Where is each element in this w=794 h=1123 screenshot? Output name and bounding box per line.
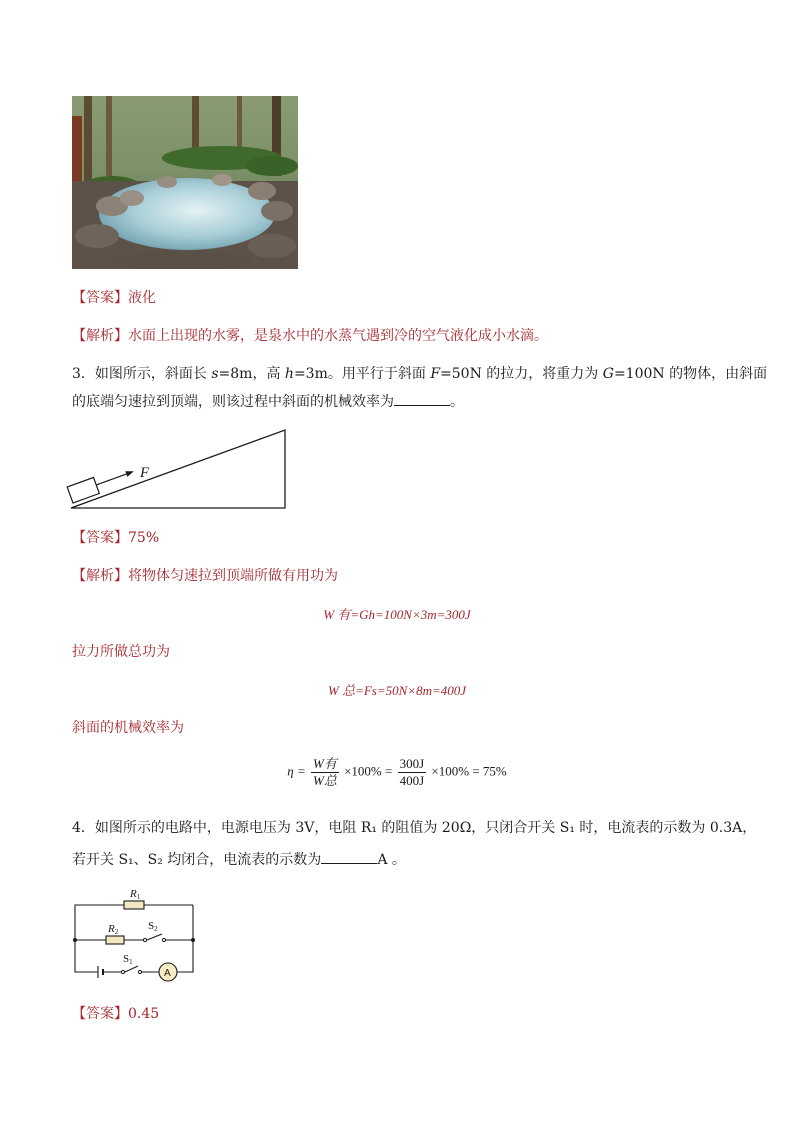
q3-text-a: 3．如图所示，斜面长 — [72, 366, 212, 382]
junction-left — [73, 938, 77, 942]
var-G: G — [602, 366, 614, 382]
label-r1: R1 — [130, 888, 141, 901]
var-h: h — [284, 366, 294, 382]
eq3-end: ×100% = 75% — [431, 763, 507, 779]
q4-text-line1: 4．如图所示的电路中，电源电压为 3V，电阻 R₁ 的阻值为 20Ω，只闭合开关 S₁ 时，电流表的示数为 0.3A， — [72, 820, 757, 836]
hot-spring-image — [72, 96, 298, 269]
label-s2: S2 — [148, 920, 158, 933]
q3-text-total-work — [72, 642, 170, 662]
q4-answer-line — [72, 1004, 159, 1024]
force-label: F — [140, 465, 150, 481]
q4-line2-end: A 。 — [377, 852, 406, 868]
ammeter-label: A — [164, 968, 171, 979]
q3-analysis-line — [72, 566, 338, 586]
force-arrow-head — [125, 468, 135, 476]
var-s: s — [211, 366, 219, 382]
q3-text-d: =50N 的拉力，将重力为 — [440, 366, 603, 382]
analysis-tag: 【解析】 — [72, 568, 128, 584]
frac1-num: W有 — [313, 756, 337, 771]
switch-s2-contact — [162, 938, 165, 941]
answer-text: 液化 — [128, 290, 156, 306]
q3-text-e: =100N 的物体，由斜面 — [613, 366, 768, 382]
q3-text-c: =3m。用平行于斜面 — [293, 366, 431, 382]
switch-s1-contact — [138, 970, 141, 973]
equation-total-work — [0, 680, 794, 699]
q3-text-line2: 的底端匀速拉到顶端，则该过程中斜面的机械效率为 — [72, 394, 394, 410]
force-arrow-line — [96, 474, 126, 485]
frac2-den: 400J — [399, 773, 425, 788]
equation-useful-work — [0, 604, 794, 623]
answer-text: 0.45 — [128, 1006, 160, 1022]
wire-bottom-right — [177, 940, 193, 972]
q3-question-line1 — [72, 364, 767, 384]
analysis-text: 水面上出现的水雾，是泉水中的水蒸气遇到冷的空气液化成小水滴。 — [128, 328, 548, 344]
frac1-den: W总 — [313, 773, 337, 788]
fraction-w — [311, 756, 339, 789]
text2: 拉力所做总功为 — [72, 644, 170, 660]
q4-question-line1 — [72, 818, 756, 838]
hot-spring-photo — [72, 96, 298, 269]
incline-svg — [66, 425, 291, 513]
equation-efficiency — [0, 756, 794, 789]
q4-question-line2 — [72, 850, 406, 870]
q3-answer-line — [72, 528, 159, 548]
q3-text-efficiency — [72, 718, 184, 738]
incline-diagram — [66, 425, 291, 513]
answer-tag: 【答案】 — [72, 1006, 128, 1022]
fraction-j — [398, 756, 427, 789]
switch-s1-blade — [125, 966, 138, 972]
eq3-mid: ×100% = — [344, 763, 393, 779]
switch-s2-blade — [147, 934, 162, 940]
answer-text: 75% — [128, 530, 160, 546]
label-r2: R2 — [108, 923, 119, 936]
circuit-diagram — [68, 884, 200, 982]
analysis-text: 将物体匀速拉到顶端所做有用功为 — [128, 568, 338, 584]
switch-s1-pivot — [121, 970, 124, 973]
q3-question-line2 — [72, 392, 464, 412]
text3: 斜面的机械效率为 — [72, 720, 184, 736]
wire-bottom-left — [75, 940, 98, 972]
junction-right — [191, 938, 195, 942]
q2-answer-line — [72, 288, 156, 308]
eq1-text: W 有=Gh=100N×3m=300J — [323, 607, 471, 622]
answer-tag: 【答案】 — [72, 290, 128, 306]
q2-analysis-line — [72, 326, 548, 346]
resistor-r2 — [106, 936, 124, 944]
eq3-lhs: η = — [287, 763, 306, 779]
answer-blank — [321, 851, 377, 864]
analysis-tag: 【解析】 — [72, 328, 128, 344]
resistor-r1 — [124, 901, 144, 909]
circuit-svg — [68, 884, 200, 982]
incline-triangle — [71, 430, 285, 508]
q3-text-b: =8m，高 — [218, 366, 285, 382]
frac2-num: 300J — [399, 756, 425, 771]
label-s1: S1 — [123, 953, 133, 966]
eq2-text: W 总=Fs=50N×8m=400J — [328, 683, 466, 698]
var-F: F — [430, 366, 441, 382]
switch-s2-pivot — [143, 938, 146, 941]
q4-text-line2: 若开关 S₁、S₂ 均闭合，电流表的示数为 — [72, 852, 322, 868]
q3-line2-end: 。 — [450, 394, 464, 410]
answer-blank — [394, 393, 450, 406]
answer-tag: 【答案】 — [72, 530, 128, 546]
